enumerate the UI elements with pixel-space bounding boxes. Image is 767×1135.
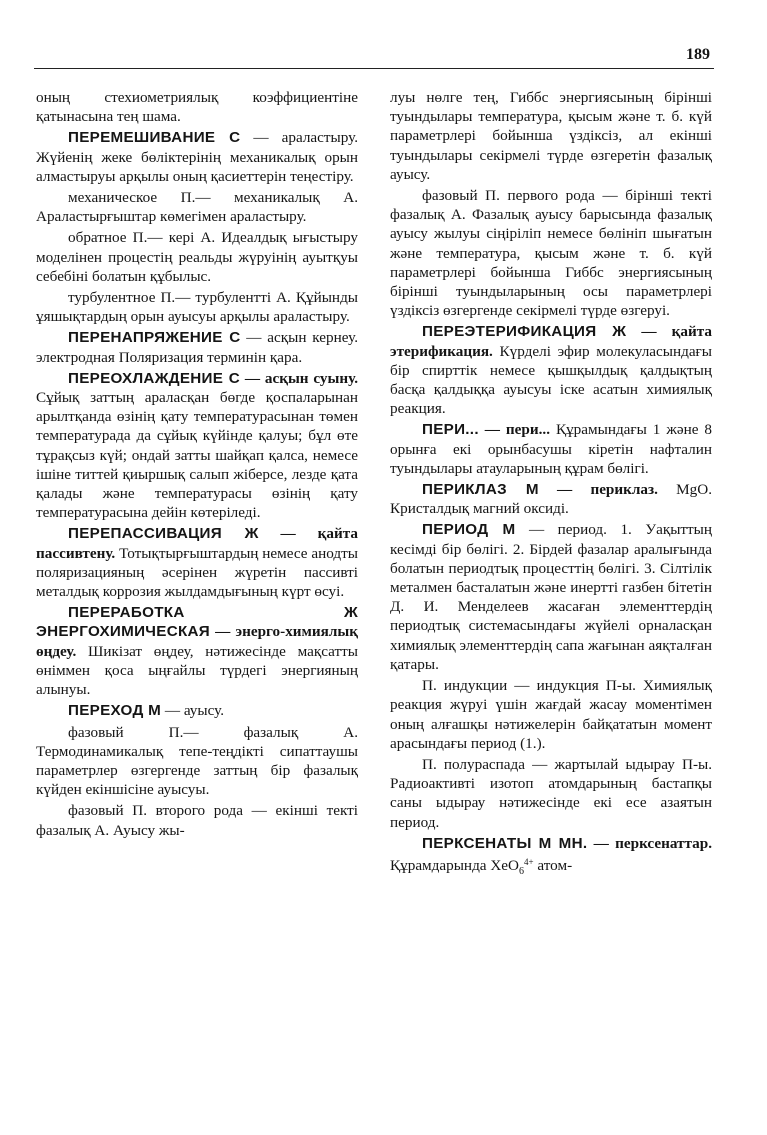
headword: ПЕРЕЭТЕРИФИКАЦИЯ Ж xyxy=(422,323,627,341)
definition: MgO. Кристалдық магний оксиді. xyxy=(390,481,712,518)
definition: Құрамдарында XeO xyxy=(390,856,520,874)
translation: — энерго-химиялық өңдеу. xyxy=(36,623,358,660)
definition: — араластыру. Жүйенің жеке бөліктерінің механикалық орын алмастыруы арқылы оның қасиеттерін теңестіру. xyxy=(36,129,358,185)
subentry-turbulentnoe: турбулентное П.— турбулентті А. Құйынды ұяшықтардың орын ауысуы арқылы араластыру. xyxy=(36,289,358,326)
definition: — период. 1. Уақыттың кесімді бір бөлігі. 2. Бірдей фазалар аралығында болатын периодтық процесттің бөлігі. 3. Сілтілік металмен басталатын және инертті газбен бітетін Д. И. Менделеев жасаған элементтердің периодтық системасындағы жүйелі орналасқан химиялық элементтердің сапа жағынан аяқталған қатары. xyxy=(390,521,713,673)
formula-superscript: 4+ xyxy=(524,856,534,867)
definition-cont: атом- xyxy=(533,856,573,874)
headword: ПЕРЕХОД М xyxy=(68,702,162,720)
subentry-fazovyi: фазовый П.— фазалық А. Термодинамикалық тепе-теңдікті сипаттаушы параметрлер өзгергенде заттың бір фазалық күйден екіншісіне ауысуы. xyxy=(36,723,358,799)
definition: Тотықтырғыштардың немесе анодты поляризацияның әсерінен жүретін пассивті металдық коррозия жылдамдығының күрт өсуі. xyxy=(36,544,358,601)
entry-perenapryazhenie xyxy=(36,328,358,366)
headword: ПЕРЕМЕШИВАНИЕ С xyxy=(68,129,241,147)
entry-pereokhlazhdenie xyxy=(36,369,358,523)
headword: ПЕРКСЕНАТЫ М МН. xyxy=(422,834,588,852)
translation: — қайта этерификация. xyxy=(390,323,712,360)
page-number: 189 xyxy=(686,46,710,63)
entry-pererabotka xyxy=(36,603,358,699)
subentry-induktsii: П. индукции — индукция П-ы. Химиялық реакция жүруі үшін жағдай жасау моментімен оның алғашқы нәтижелерін байқататын момент арасындағы период (1.). xyxy=(390,677,712,752)
subentry-fazovyi-pervogo-roda: фазовый П. первого рода — бірінші текті фазалық А. Фазалық ауысу барысында фазалық ауысу жылуы сіңіріліп немесе бөлініп шығатын және температура, қысым және т. б. күй параметрлері бойынша Гиббс энергиясының бірінші туындыларының осы параметрлері үздіксіз өзгергенде секірмелі түрде өзгеруі. xyxy=(390,187,712,320)
entry-periklaz xyxy=(390,480,712,518)
headword: ПЕРИКЛАЗ М xyxy=(422,481,539,499)
definition: Сұйық заттың араласқан бөгде қоспаларынан арылтқанда өзінің қату температурасынан төмен температурада да сұйық күйінде қалуы; бұл өте тұрақсыз күй; ондай затты шайқап қалса, немесе ішіне титтей қиыршық салып жіберсе, лезде қата қалады және температурасы өзінің қату температурасына дейін көтеріледі. xyxy=(36,389,358,522)
definition: — ауысу. xyxy=(161,702,225,720)
entry-continuation: оның стехиометриялық коэффициентіне қатынасына тең шама. xyxy=(36,89,358,126)
headword: ПЕРЕПАССИВАЦИЯ Ж xyxy=(68,525,259,543)
formula-subscript: 6 xyxy=(519,865,525,877)
translation: — пери... xyxy=(478,421,551,439)
translation: — перксенаттар. xyxy=(593,834,712,852)
entry-perksenaty xyxy=(390,834,712,875)
headword: ПЕРЕОХЛАЖДЕНИЕ С xyxy=(68,369,241,387)
headword: ПЕРИОД М xyxy=(422,521,516,539)
subentry-fazovyi-vtorogo-roda: фазовый П. второго рода — екінші текті фазалық А. Ауысу жы- xyxy=(36,802,358,839)
definition: Құрамындағы 1 және 8 орынға екі орынбасушы кіретін нафталин туындылары атауларының құрам бөлігі. xyxy=(390,421,712,477)
headword: ПЕРЕРАБОТКА Ж ЭНЕРГОХИМИЧЕСКАЯ xyxy=(36,604,358,641)
definition: — асқын кернеу. электродная Поляризация терминін қара. xyxy=(36,329,358,366)
entry-pereeterifikatsiya xyxy=(390,322,712,418)
definition: Шикізат өңдеу, нәтижесінде мақсатты өніммен қоса ыңғайлы түрдегі энергияның алынуы. xyxy=(36,642,358,699)
entry-period xyxy=(390,520,712,674)
header-rule xyxy=(34,68,714,69)
headword: ПЕРИ... xyxy=(422,421,479,439)
entry-continuation: луы нөлге тең, Гиббс энергиясының бірінші туындылары температура, қысым және т. б. күй параметрлері бойынша үздіксіз, ал екінші туындылары секірмелі түрде өзгеретін фазалық ауысу. xyxy=(390,89,712,183)
left-column xyxy=(36,88,358,842)
entry-peri xyxy=(390,420,712,478)
translation: — асқын суыну. xyxy=(240,369,358,387)
entry-peremeshivanie xyxy=(36,128,358,186)
subentry-poluraspada: П. полураспада — жартылай ыдырау П-ы. Радиоактивті изотоп атомдарының бастапқы саны ыдырау нәтижесінде екі есе азаятын период. xyxy=(390,755,712,831)
subentry-obratnoe: обратное П.— кері А. Идеалдық ығыстыру моделінен процестің реальды жүруінің ауытқуы себебіні болатын құбылыс. xyxy=(36,229,358,285)
headword: ПЕРЕНАПРЯЖЕНИЕ С xyxy=(68,329,241,347)
translation: — периклаз. xyxy=(538,481,658,499)
entry-perekhod xyxy=(36,701,358,720)
definition: Күрделі эфир молекуласындағы бір спирттік немесе қышқылдық қалдықтың басқа қалдыққа ауысуы іске асатын химиялық реакция. xyxy=(390,342,712,418)
right-column xyxy=(390,88,712,877)
translation: — қайта пассивтену. xyxy=(36,525,358,562)
entry-perepassivatsiya xyxy=(36,524,358,601)
subentry-mekhanicheskoe: механическое П.— механикалық А. Араластырғыштар көмегімен араластыру. xyxy=(36,189,358,226)
